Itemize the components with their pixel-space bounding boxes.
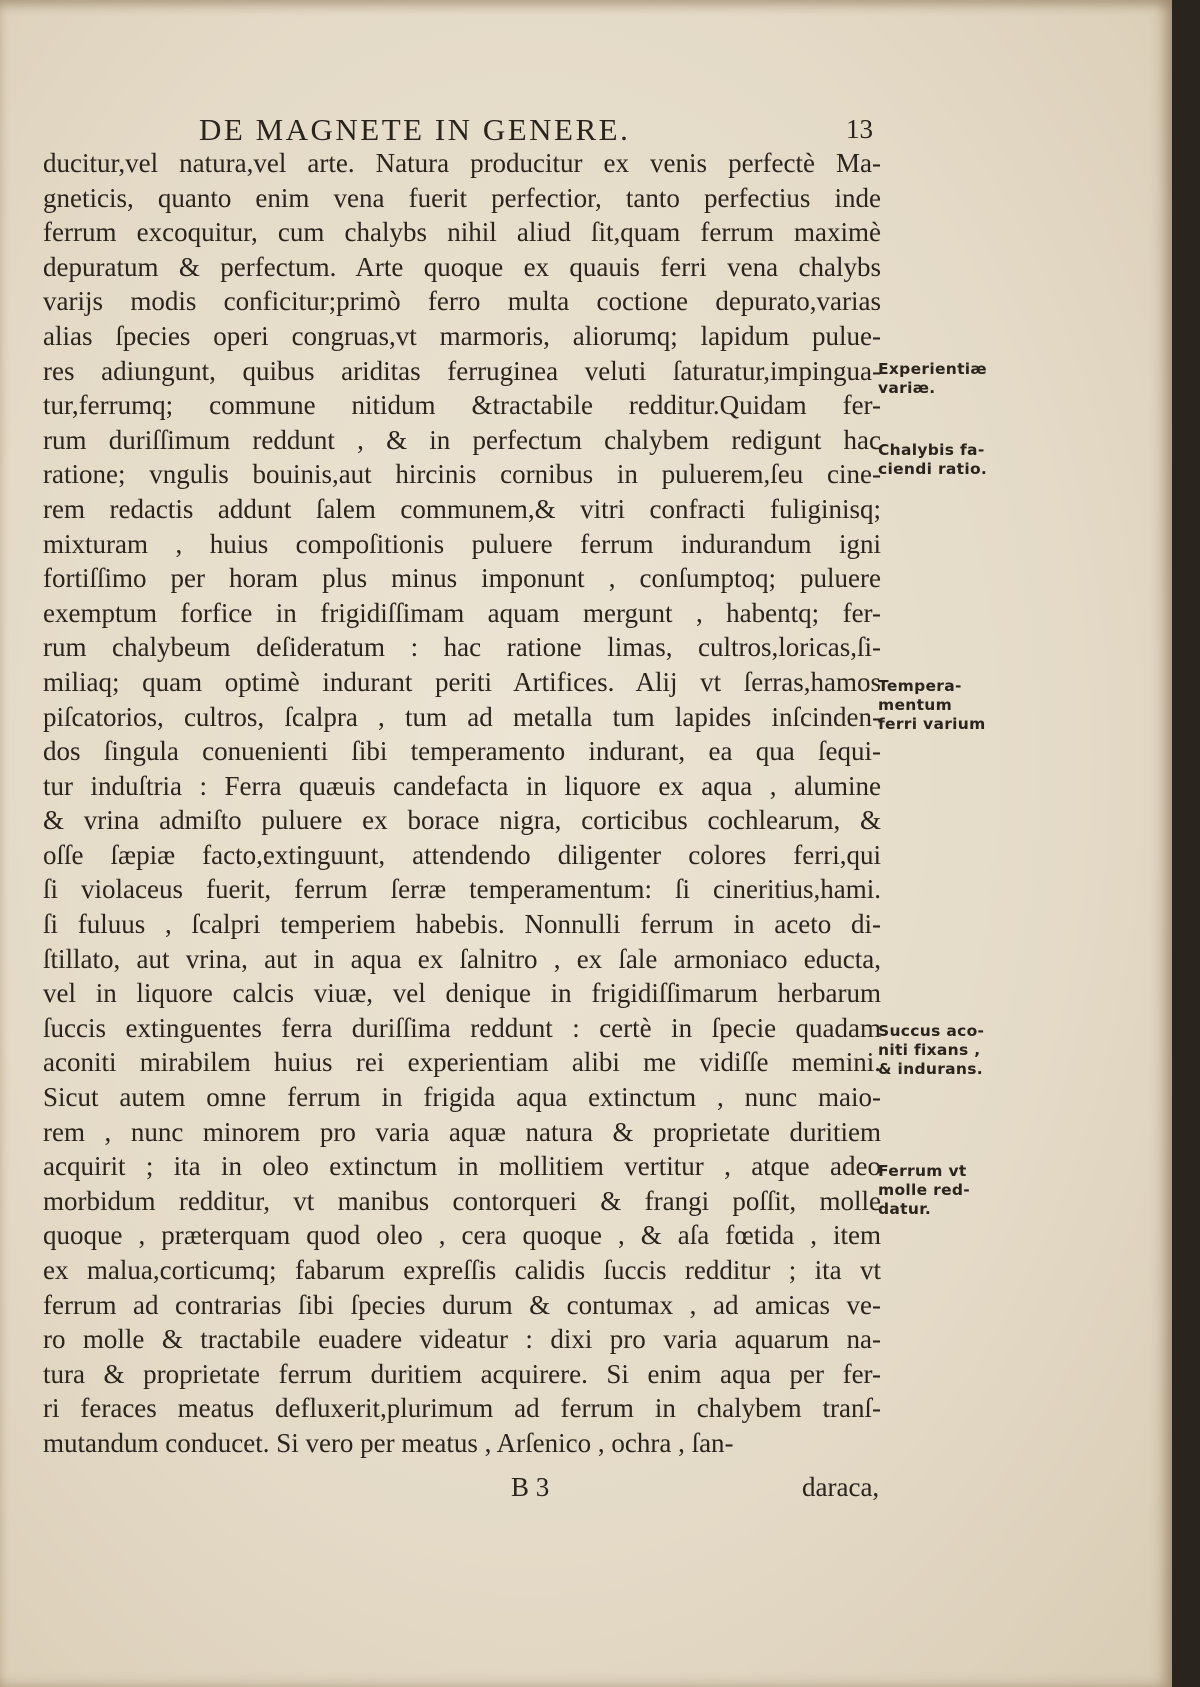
text-line: Sicut autem omne ferrum in frigida aqua extinctum , nunc maio- [43,1082,881,1113]
margin-note-line: Experientiæ [878,360,987,378]
margin-note-line: ciendi ratio. [878,460,988,478]
text-line: ſuccis extinguentes ferra duriſſima reddunt : certè in ſpecie quadam [43,1012,881,1043]
text-line: ferrum ad contrarias ſibi ſpecies durum & contumax , ad amicas ve- [43,1289,881,1320]
text-line: ferrum excoquitur, cum chalybs nihil aliud ſit,quam ferrum maximè [43,217,881,248]
margin-note-line: Chalybis fa- [878,441,985,459]
margin-note-line: molle red- [878,1181,971,1199]
margin-note-line: niti fixans , [878,1041,981,1059]
text-line: rem , nunc minorem pro varia aquæ natura & proprietate duritiem [43,1116,881,1147]
text-line: vel in liquore calcis viuæ, vel denique in frigidiſſimarum herbarum [43,978,881,1009]
margin-note-ferrum [878,1162,970,1219]
catchword: daraca, [802,1472,880,1502]
text-line: tur induſtria : Ferra quæuis candefacta in liquore ex aqua , alumine [43,770,881,801]
book-edge [1172,0,1200,1687]
text-line: ro molle & tractabile euadere videatur : dixi pro varia aquarum na- [43,1324,881,1355]
text-line: oſſe ſæpiæ facto,extinguunt, attendendo diligenter colores ferri,qui [43,839,881,870]
signature-mark: B 3 [511,1472,550,1502]
text-line: ſtillato, aut vrina, aut in aqua ex ſalnitro , ex ſale armoniaco educta, [43,943,881,974]
text-line: quoque , præterquam quod oleo , cera quoque , & aſa fœtida , item [43,1220,881,1251]
text-line: res adiungunt, quibus ariditas ferruginea veluti ſaturatur,impingua- [43,355,881,386]
running-title: DE MAGNETE IN GENERE. [199,112,631,147]
text-line: rum duriſſimum reddunt , & in perfectum chalybem redigunt hac [43,424,881,455]
page-number: 13 [846,114,873,144]
margin-note-line: Tempera- [878,677,962,695]
text-line: rem redactis addunt ſalem communem,& vitri confracti fuliginisq; [43,493,881,524]
text-line: ratione; vngulis bouinis,aut hircinis cornibus in puluerem,ſeu cine- [43,459,881,490]
main-text [43,146,881,1461]
text-line: mutandum conducet. Si vero per meatus , Arſenico , ochra , ſan- [43,1427,734,1458]
text-line: tur,ferrumq; commune nitidum &tractabile redditur.Quidam fer- [43,390,881,421]
margin-note-line: ferri varium [878,715,986,733]
margin-note-experientiae [878,360,987,398]
margin-note-line: Ferrum vt [878,1162,967,1180]
text-line: morbidum redditur, vt manibus contorqueri & frangi poſſit, molle [43,1185,881,1216]
text-line: gneticis, quanto enim vena fuerit perfectior, tanto perfectius inde [43,182,881,213]
text-line: ſi violaceus fuerit, ferrum ſerræ temperamentum: ſi cineritius,hami. [43,874,881,905]
text-line: acquirit ; ita in oleo extinctum in mollitiem vertitur , atque adeo [43,1151,881,1182]
text-line: & vrina admiſto puluere ex borace nigra, corticibus cochlearum, & [43,805,881,836]
text-line: tura & proprietate ferrum duritiem acquirere. Si enim aqua per fer- [43,1358,881,1389]
text-line: varijs modis conficitur;primò ferro multa coctione depurato,varias [43,286,881,317]
text-line: ſi fuluus , ſcalpri temperiem habebis. Nonnulli ferrum in aceto di- [43,909,881,940]
text-line: mixturam , huius compoſitionis puluere ferrum indurandum igni [43,528,881,559]
text-line: rum chalybeum deſideratum : hac ratione limas, cultros,loricas,ſi- [43,632,881,663]
text-line: ex malua,corticumq; fabarum expreſſis calidis ſuccis redditur ; ita vt [43,1255,881,1285]
margin-note-chalybis [878,441,987,479]
text-line: piſcatorios, cultros, ſcalpra , tum ad metalla tum lapides inſcinden- [43,701,881,732]
margin-note-line: & indurans. [878,1060,983,1078]
text-line: exemptum forfice in frigidiſſimam aquam mergunt , habentq; fer- [43,597,881,628]
text-line: miliaq; quam optimè indurant periti Artifices. Alij vt ſerras,hamos [43,666,881,697]
text-line: fortiſſimo per horam plus minus imponunt , conſumptoq; puluere [43,563,881,594]
text-line: ri feraces meatus defluxerit,plurimum ad ferrum in chalybem tranſ- [43,1393,881,1424]
margin-note-line: mentum [878,696,953,714]
margin-note-line: datur. [878,1200,932,1218]
text-line: alias ſpecies operi congruas,vt marmoris, aliorumq; lapidum pulue- [43,320,881,351]
text-line: aconiti mirabilem huius rei experientiam alibi me vidiſſe memini. [43,1047,881,1078]
text-line: depuratum & perfectum. Arte quoque ex quauis ferri vena chalybs [43,251,881,282]
margin-note-succus [878,1022,984,1079]
text-line: ducitur,vel natura,vel arte. Natura producitur ex venis perfectè Ma- [43,148,881,178]
text-line: dos ſingula conuenienti ſibi temperamento indurant, ea qua ſequi- [43,736,881,767]
margin-note-line: variæ. [878,379,936,397]
margin-note-line: Succus aco- [878,1022,985,1040]
margin-note-temperamentum [878,677,986,734]
